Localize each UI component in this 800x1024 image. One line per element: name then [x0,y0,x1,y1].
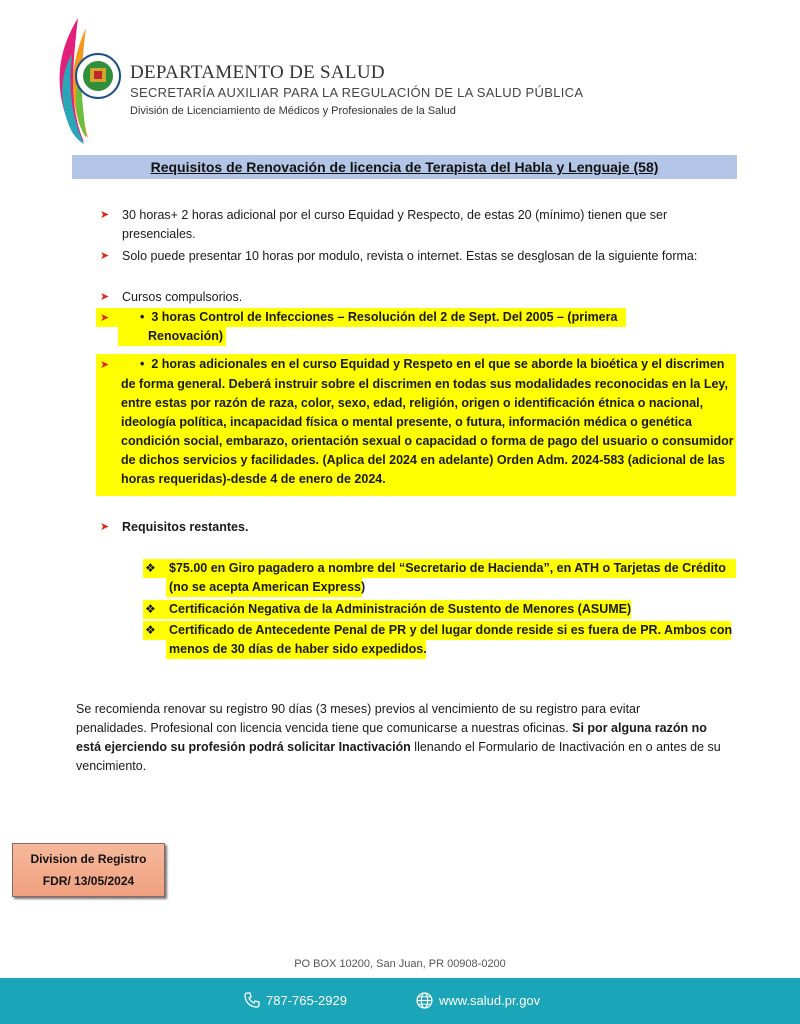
paragraph-line2 [76,719,731,738]
postal-address: PO BOX 10200, San Juan, PR 00908-0200 [294,958,506,970]
course-infections-line2: Renovación) [148,329,224,343]
star-bullet-icon: ❖ [145,561,156,575]
dot-bullet-icon: • [140,357,152,371]
requirement-asume-text: Certificación Negativa de la Administración de Sustento de Menores (ASUME) [169,602,632,616]
footer-website-text[interactable]: www.salud.pr.gov [439,993,541,1008]
stamp-line2: FDR/ 13/05/2024 [42,874,135,888]
requirement-asume [145,600,631,619]
course-equity-line3: entre estas por razón de raza, color, sexo, edad, religión, origen o identificación étnica o nacional, [121,396,704,410]
course-equity [100,355,736,489]
stamp-line1: Division de Registro [30,852,147,866]
footer-phone-text: 787-765-2929 [266,992,347,1008]
course-equity-line5: condición social, embarazo, orientación sexual o capacidad o forma de pago del usuario o consumidor [121,434,734,448]
course-infections-line1: 3 horas Control de Infecciones – Resolución del 2 de Sept. Del 2005 – (primera [151,310,618,324]
paragraph-line4: vencimiento. [76,759,147,773]
bullet-remaining [100,518,248,537]
arrow-bullet-icon: ➤ [100,250,110,262]
paragraph-line3-bold: está ejerciendo su profesión podrá solicitar Inactivación [76,740,411,754]
bullet-modules-text: Solo puede presentar 10 horas por modulo, revista o internet. Estas se desglosan de la siguiente forma: [122,249,698,263]
course-infections [100,308,617,328]
department-name: DEPARTAMENTO DE SALUD [130,62,385,83]
division-name: División de Licenciamiento de Médicos y Profesionales de la Salud [130,105,456,117]
phone-icon [244,992,260,1008]
course-equity-line6: de dichos servicios y facilidades. (Aplica del 2024 en adelante) Orden Adm. 2024-583 (adicional de las [121,453,725,467]
bullet-remaining-text: Requisitos restantes. [122,520,249,534]
bullet-hours-line1: 30 horas+ 2 horas adicional por el curso Equidad y Respecto, de estas 20 (mínimo) tienen que ser [122,208,668,222]
footer-website[interactable] [416,992,540,1009]
document-title: Requisitos de Renovación de licencia de Terapista del Habla y Lenguaje (58) [150,159,659,175]
requirement-criminal-line1: Certificado de Antecedente Penal de PR y del lugar donde reside si es fuera de PR. Ambos con [169,623,733,637]
bullet-hours-line2: presenciales. [122,227,196,241]
footer-bar [0,978,800,1024]
course-equity-line7: horas requeridas)-desde 4 de enero de 2024. [121,472,386,486]
dot-bullet-icon: • [140,310,152,324]
document-title-bar [72,155,737,179]
paragraph-line2-text: penalidades. Profesional con licencia vencida tiene que comunicarse a nuestras oficinas. [76,721,573,735]
bullet-compulsory [100,288,242,307]
paragraph-line2-bold: Si por alguna razón no [572,721,707,735]
requirement-fee-line2: (no se acepta American Express) [169,580,366,594]
star-bullet-icon: ❖ [145,602,156,616]
department-logo [50,14,130,144]
star-bullet-icon: ❖ [145,623,156,637]
requirement-fee [145,559,726,578]
arrow-bullet-icon: ➤ [100,359,110,371]
arrow-bullet-icon: ➤ [100,209,110,221]
requirement-criminal-record [145,621,732,640]
paragraph-line1: Se recomienda renovar su registro 90 días (3 meses) previos al vencimiento de su registro para evitar [76,702,641,716]
bullet-compulsory-text: Cursos compulsorios. [122,290,243,304]
bullet-hours [100,206,667,244]
arrow-bullet-icon: ➤ [100,312,110,324]
arrow-bullet-icon: ➤ [100,291,110,303]
arrow-bullet-icon: ➤ [100,521,110,533]
registry-stamp [12,843,165,897]
requirement-fee-line1: $75.00 en Giro pagadero a nombre del “Secretario de Hacienda”, en ATH o Tarjetas de Crédito [169,561,726,575]
course-equity-line1: 2 horas adicionales en el curso Equidad y Respeto en el que se aborde la bioética y el discrimen [151,357,725,371]
globe-icon [416,992,433,1009]
course-equity-line4: ideología política, incapacidad física o mental presente, o futura, información médica o genética [121,415,692,429]
renewal-paragraph [76,700,731,776]
paragraph-line3-text: llenando el Formulario de Inactivación en o antes de su [410,740,721,754]
secretaria-name: SECRETARÍA AUXILIAR PARA LA REGULACIÓN DE LA SALUD PÚBLICA [130,85,584,100]
bullet-modules [100,247,697,266]
footer-phone [244,992,347,1008]
requirement-criminal-line2: menos de 30 días de haber sido expedidos. [169,642,427,656]
paragraph-line3 [76,738,731,757]
course-equity-line2: de forma general. Deberá instruir sobre el discrimen en todas sus modalidades reconocidas en la Ley, [121,377,728,391]
